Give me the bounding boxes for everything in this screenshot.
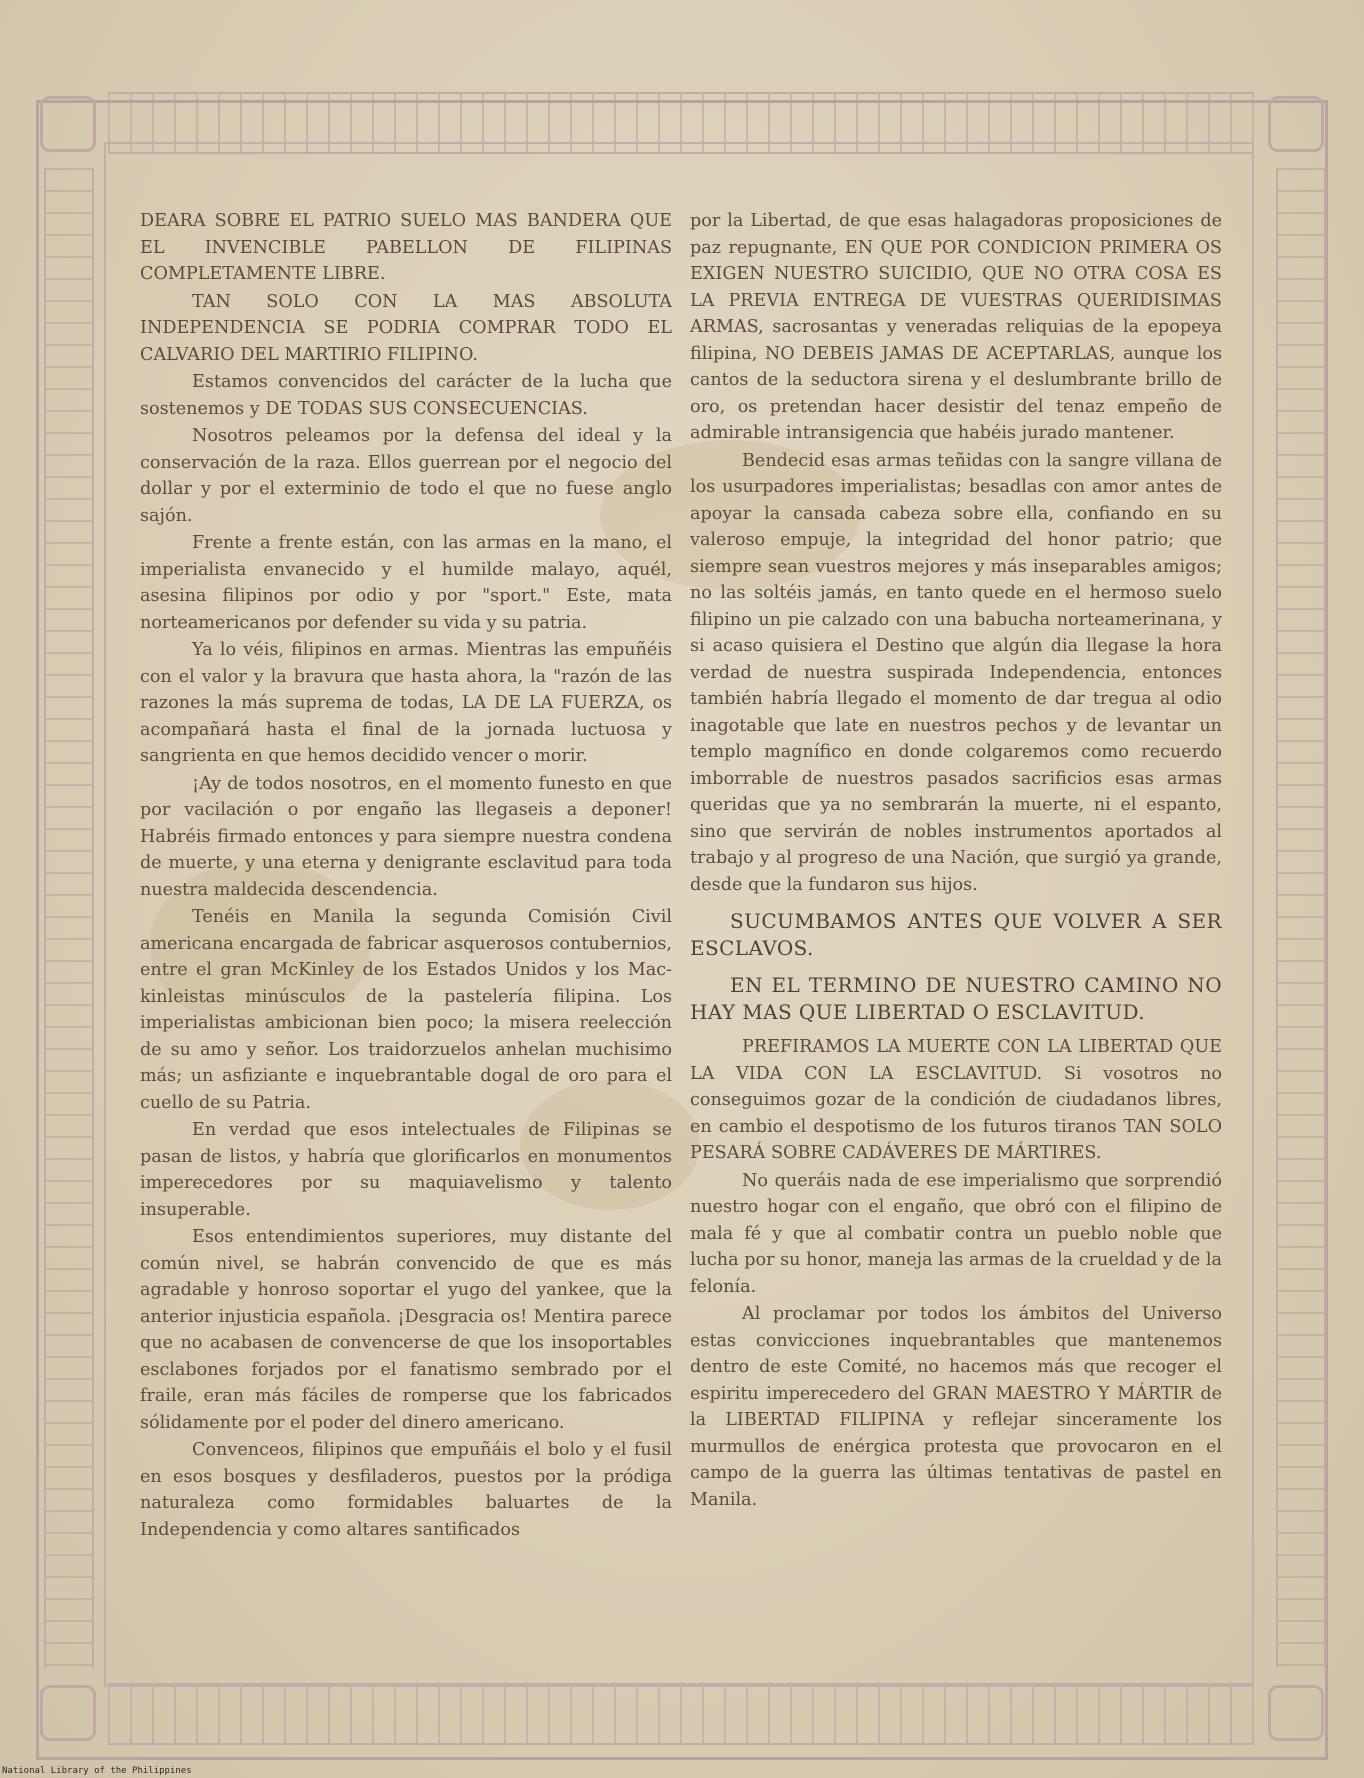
paragraph: PREFIRAMOS LA MUERTE CON LA LIBERTAD QUE LA VIDA CON LA ESCLAVITUD. Si vosotros no conseguimos gozar de la condición de ciudadanos libres, en cambio el despotismo de los futuros tiranos TAN SOLO PESARÁ SOBRE CADÁVERES DE MÁRTIRES. (690, 1037, 1222, 1163)
paragraph: Al proclamar por todos los ámbitos del Universo estas convicciones inquebrantables que mantenemos dentro de este Comité, no hacemos más que recoger el espiritu imperecedero del GRAN MAESTRO Y MÁRTIR de la LIBERTAD FILIPINA y reflejar sinceramente los murmullos de enérgica protesta que provocaron en el campo de la guerra las últimas tentativas de pastel en Manila. (690, 1304, 1222, 1510)
paragraph: Tenéis en Manila la segunda Comisión Civil americana encargada de fabricar asquerosos contubernios, entre el gran McKinley de los Estados Unidos y los Mac-kinleistas minúsculos de la pastelería filipina. Los imperialistas ambicionan bien poco; la misera reelección de su amo y señor. Los traidorzuelos anhelan muchisimo más; un asfiziante e inquebrantable dogal de oro para el cuello de su Patria. (140, 907, 672, 1113)
corner-ornament-icon (1268, 1685, 1324, 1741)
section-heading: EN EL TERMINO DE NUESTRO CAMINO NO HAY MAS QUE LIBERTAD O ESCLAVITUD. (690, 973, 1222, 1024)
paragraph: TAN SOLO CON LA MAS ABSOLUTA INDEPENDENCIA SE PODRIA COMPRAR TODO EL CALVARIO DEL MARTIRIO FILIPINO. (140, 291, 672, 365)
paragraph: Estamos convencidos del carácter de la lucha que sostenemos y DE TODAS SUS CONSECUENCIAS. (140, 372, 672, 419)
paragraph: por la Libertad, de que esas halagadoras proposiciones de paz repugnante, EN QUE POR CONDICION PRIMERA OS EXIGEN NUESTRO SUICIDIO, QUE NO OTRA COSA ES LA PREVIA ENTREGA DE VUESTRAS QUERIDISIMAS ARMAS, sacrosantas y veneradas reliquias de la epopeya filipina, NO DEBEIS JAMAS DE ACEPTARLAS, aunque los cantos de la seductora sirena y el deslumbrante brillo de oro, os pretendan hacer desistir del tenaz empeño de admirable intransigencia que habéis jurado mantener. (690, 211, 1222, 443)
corner-ornament-icon (40, 96, 96, 152)
paragraph: Nosotros peleamos por la defensa del ideal y la conservación de la raza. Ellos guerrean por el negocio del dollar y por el exterminio de todo el que no fuese anglo sajón. (140, 426, 672, 526)
paragraph: Frente a frente están, con las armas en la mano, el imperialista envanecido y el humilde malayo, aquél, asesina filipinos por odio y por "sport." Este, mata norteamericanos por defender su vida y su patria. (140, 533, 672, 633)
paragraph: ¡Ay de todos nosotros, en el momento funesto en que por vacilación o por engaño las llegaseis a deponer! Habréis firmado entonces y para siempre nuestra condena de muerte, y una eterna y denigrante esclavitud para toda nuestra maldecida descendencia. (140, 773, 672, 900)
paragraph: Ya lo véis, filipinos en armas. Mientras las empuñéis con el valor y la bravura que hasta ahora, la "razón de las razones la más suprema de todas, LA DE LA FUERZA, os acompañará hasta el final de la jornada luctuosa y sangrienta en que hemos decidido vencer o morir. (140, 640, 672, 766)
ornamental-border-bottom (108, 1683, 1254, 1745)
ornamental-border-right (1276, 168, 1326, 1668)
paragraph: Esos entendimientos superiores, muy distante del común nivel, se habrán convencido de que es más agradable y honroso soportar el yugo del yankee, que la anterior injusticia española. ¡Desgracia os! Mentira parece que no acabasen de convencerse de que los insoportables esclabones forjados por el fanatismo sembrado por el fraile, eran más fáciles de romperse que los fabricados sólidamente por el poder del dinero americano. (140, 1227, 672, 1433)
paragraph: No queráis nada de ese imperialismo que sorprendió nuestro hogar con el engaño, que obró con el filipino de mala fé y que al combatir contra un pueblo noble que lucha por su honor, maneja las armas de la crueldad y de la felonía. (690, 1170, 1222, 1297)
section-heading: SUCUMBAMOS ANTES QUE VOLVER A SER ESCLAVOS. (690, 909, 1222, 960)
ornamental-border-left (44, 168, 94, 1668)
corner-ornament-icon (40, 1685, 96, 1741)
left-text-column (140, 208, 672, 1658)
paragraph: Bendecid esas armas teñidas con la sangre villana de los usurpadores imperialistas; besadlas con amor antes de apoyar la cansada cabeza sobre ella, confiando en su valeroso empuje, la integridad del honor patrio; que siempre sean vuestros mejores y más inseparables amigos; no las soltéis jamás, en tanto quede en el hermoso suelo filipino un pie calzado con una babucha norteamerinana, y si acaso quisiera el Destino que algún dia llegase la hora verdad de nuestra suspirada Independencia, entonces también habría llegado el momento de dar tregua al odio inagotable que late en nuestros pechos y de levantar un templo magnífico en donde colgaremos como recuerdo imborrable de nuestros pasados sacrificios esas armas queridas que ya no sembrarán la muerte, ni el espanto, sino que servirán de nobles instrumentos aportados al trabajo y al progreso de una Nación, que surgió ya grande, desde que la fundaron sus hijos. (690, 450, 1222, 895)
paragraph: En verdad que esos intelectuales de Filipinas se pasan de listos, y habría que glorificarlos en monumentos imperecedores por su maquiavelismo y talento insuperable. (140, 1120, 672, 1220)
right-text-column (690, 208, 1222, 1658)
paragraph: Convenceos, filipinos que empuñáis el bolo y el fusil en esos bosques y desfiladeros, puestos por la pródiga naturaleza como formidables baluartes de la Independencia y como altares santificados (140, 1440, 672, 1540)
paragraph: DEARA SOBRE EL PATRIO SUELO MAS BANDERA QUE EL INVENCIBLE PABELLON DE FILIPINAS COMPLETAMENTE LIBRE. (140, 211, 672, 284)
corner-ornament-icon (1268, 96, 1324, 152)
library-credit: National Library of the Philippines (2, 1766, 192, 1776)
